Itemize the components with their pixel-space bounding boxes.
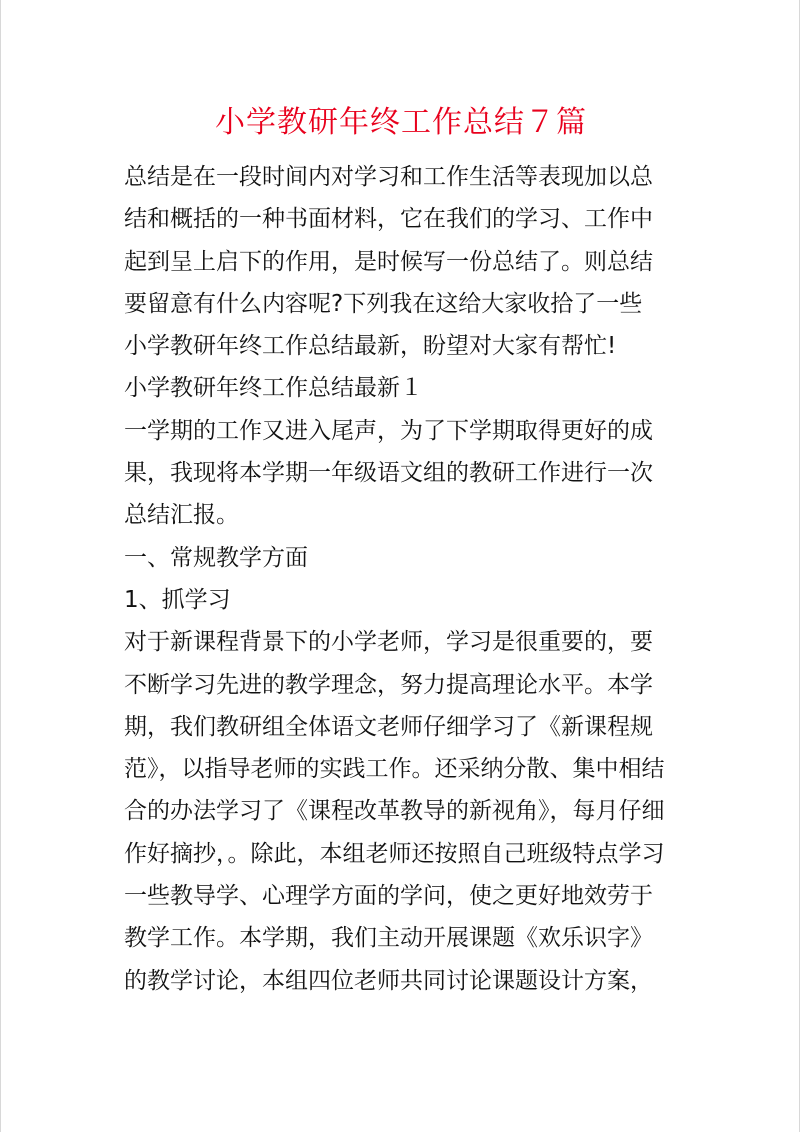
text-line: 果，我现将本学期一年级语文组的教研工作进行一次 bbox=[124, 460, 653, 487]
text-line: 作好摘抄，。除此，本组老师还按照自己班级特点学习 bbox=[124, 840, 665, 867]
text-line: 不断学习先进的教学理念，努力提高理论水平。本学 bbox=[124, 671, 653, 698]
text-line: 范》，以指导老师的实践工作。还采纳分散、集中相结 bbox=[124, 756, 665, 783]
document-body bbox=[124, 156, 694, 1002]
subsection-heading: 1、抓学习 bbox=[124, 586, 231, 613]
section-heading: 一、常规教学方面 bbox=[124, 544, 308, 571]
text-line: 期，我们教研组全体语文老师仔细学习了《新课程规 bbox=[124, 713, 653, 740]
text-line: 一学期的工作又进入尾声，为了下学期取得更好的成 bbox=[124, 417, 653, 444]
text-line: 要留意有什么内容呢?下列我在这给大家收拾了一些 bbox=[124, 290, 643, 317]
text-line: 的教学讨论，本组四位老师共同讨论课题设计方案， bbox=[124, 967, 653, 994]
section-heading: 小学教研年终工作总结最新１ bbox=[124, 375, 423, 402]
text-line: 教学工作。本学期，我们主动开展课题《欢乐识字》 bbox=[124, 925, 653, 952]
text-line: 结和概括的一种书面材料，它在我们的学习、工作中 bbox=[124, 206, 653, 233]
text-line: 起到呈上启下的作用，是时候写一份总结了。则总结 bbox=[124, 248, 653, 275]
text-line: 一些教导学、心理学方面的学问，使之更好地效劳于 bbox=[124, 883, 653, 910]
document-title: 小学教研年终工作总结７篇 bbox=[215, 105, 587, 140]
text-line: 总结是在一段时间内对学习和工作生活等表现加以总 bbox=[124, 164, 653, 190]
text-line: 合的办法学习了《课程改革教导的新视角》，每月仔细 bbox=[124, 798, 665, 825]
text-line: 总结汇报。 bbox=[124, 502, 239, 529]
text-line: 小学教研年终工作总结最新，盼望对大家有帮忙! bbox=[124, 333, 617, 360]
text-line: 对于新课程背景下的小学老师，学习是很重要的，要 bbox=[124, 629, 653, 656]
